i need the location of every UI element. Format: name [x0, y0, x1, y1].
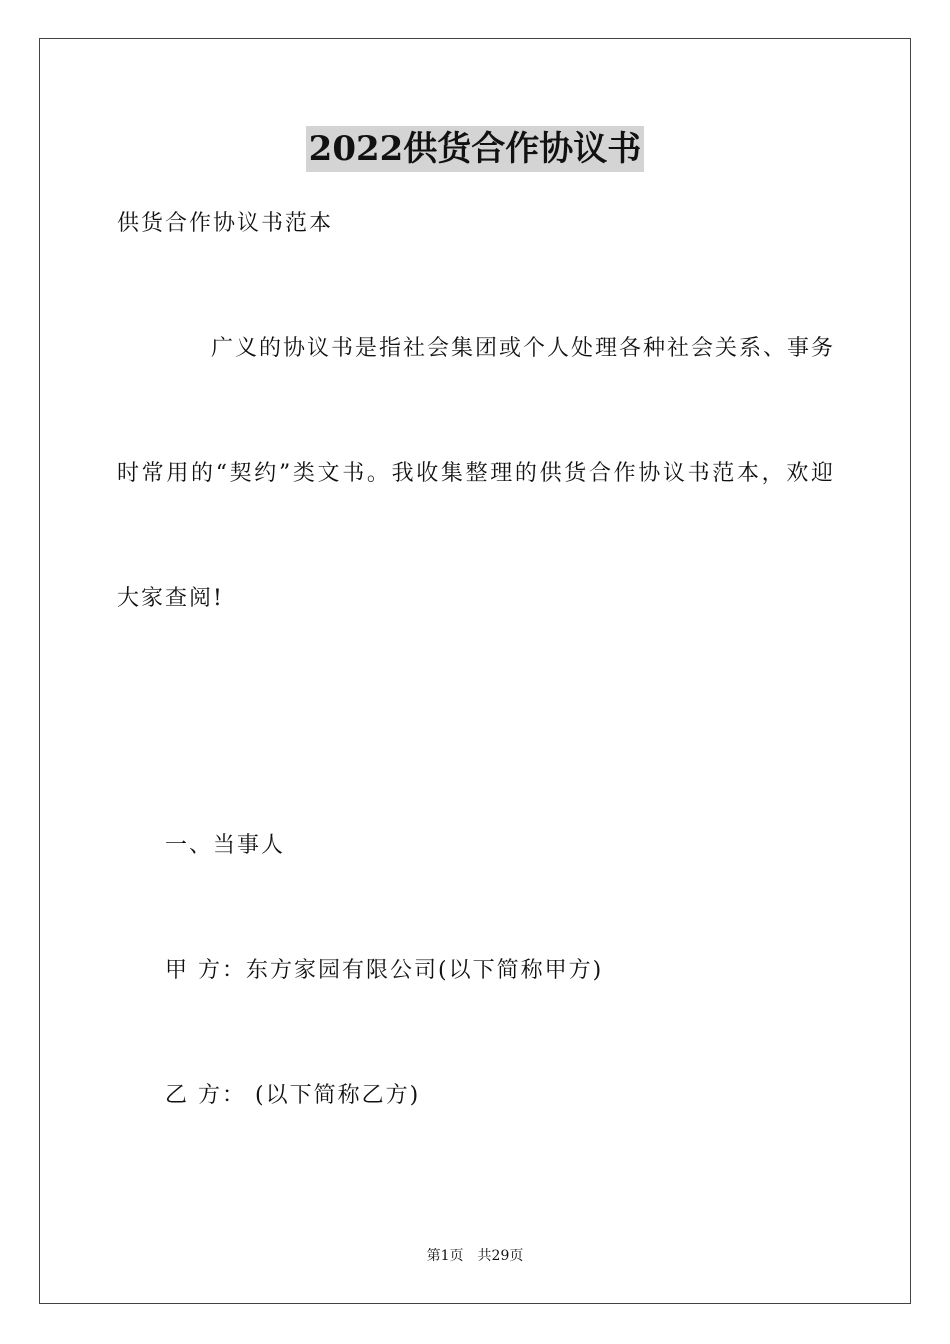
document-subtitle: 供货合作协议书范本 [117, 211, 334, 236]
party-b-line: 乙 方： (以下简称乙方) [165, 1083, 421, 1108]
intro-paragraph-line-1: 广义的协议书是指社会集团或个人处理各种社会关系、事务 [211, 336, 833, 361]
document-title-wrapper [0, 126, 950, 178]
party-a-line: 甲 方：东方家园有限公司(以下简称甲方) [165, 958, 604, 983]
page-footer: 第1页 共29页 [426, 1248, 524, 1264]
document-title: 2022供货合作协议书 [306, 126, 645, 172]
intro-paragraph-line-2: 时常用的“契约”类文书。我收集整理的供货合作协议书范本，欢迎 [117, 461, 833, 486]
intro-paragraph-line-3: 大家查阅! [117, 586, 224, 611]
section-heading-parties: 一、当事人 [165, 833, 286, 858]
